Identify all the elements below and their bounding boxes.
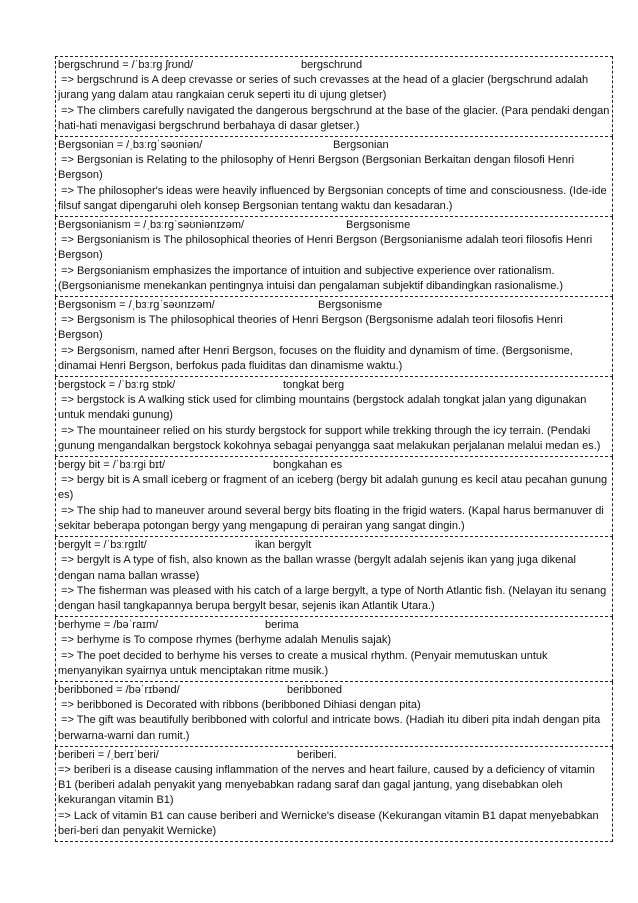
entry-definition: => Bergsonianism is The philosophical theories of Henri Bergson (Bergsonianisme adalah teori filosofis Henri Bergson)	[58, 234, 596, 262]
dictionary-entry	[55, 297, 613, 377]
entry-headword: beribboned = /bəˈrɪbənd/	[58, 683, 180, 696]
entry-headword-line	[58, 58, 610, 73]
entry-headword-line	[58, 458, 610, 473]
entry-example: => The climbers carefully navigated the dangerous bergschrund at the base of the glacier. (Para pendaki dengan hati-hati menavigasi bergschrund berbahaya di dasar gletser.)	[58, 104, 613, 132]
entry-translation: bongkahan es	[273, 459, 343, 472]
entry-translation: bergschrund	[301, 59, 363, 71]
entry-translation: beriberi.	[297, 748, 337, 761]
entry-example: => The philosopher's ideas were heavily influenced by Bergsonian concepts of time and consciousness. (Ide-ide filsuf sangat dipengaruhi oleh konsep Bergsonian tentang waktu dan kesadaran.)	[58, 184, 610, 212]
entry-translation: ikan bergylt	[255, 539, 312, 552]
dictionary-entry	[55, 537, 613, 617]
entry-headword: Bergsonism = /ˌbɜːrɡˈsəʊnɪzəm/	[58, 299, 215, 312]
entry-definition: => berhyme is To compose rhymes (berhyme adalah Menulis sajak)	[58, 634, 392, 647]
dictionary-entry	[55, 137, 613, 217]
entry-headword-line	[58, 748, 610, 763]
entry-definition: => beribboned is Decorated with ribbons (beribboned Dihiasi dengan pita)	[58, 699, 421, 712]
entry-example: => The fisherman was pleased with his catch of a large bergylt, a type of North Atlantic fish. (Nelayan itu senang dengan hasil tangkapannya berupa bergylt besar, sejenis ikan Atlantik Utara.)	[58, 584, 610, 612]
entry-definition: => Bergsonism is The philosophical theories of Henri Bergson (Bergsonisme adalah teori filosofis Henri Bergson)	[58, 314, 566, 342]
entry-translation: Bergsonian	[333, 139, 389, 152]
entry-definition: => bergylt is A type of fish, also known as the ballan wrasse (bergylt adalah sejenis ikan yang juga dikenal dengan nama ballan wrasse)	[58, 554, 579, 582]
entry-example: => Lack of vitamin B1 can cause beriberi and Wernicke's disease (Kekurangan vitamin B1 dapat menyebabkan beri-beri dan penyakit Wernicke)	[58, 809, 602, 837]
dictionary-entry	[55, 56, 613, 137]
entry-definition: => bergy bit is A small iceberg or fragment of an iceberg (bergy bit adalah gunung es kecil atau pecahan gunung es)	[58, 474, 611, 502]
entry-headword: Bergsonian = /ˌbɜːrɡˈsəʊniən/	[58, 139, 203, 152]
entry-translation: Bergsonisme	[318, 299, 383, 312]
entry-headword-line	[58, 138, 610, 153]
entry-definition: => bergstock is A walking stick used for climbing mountains (bergstock adalah tongkat jalan yang digunakan untuk mendaki gunung)	[58, 394, 590, 422]
dictionary-entry	[55, 377, 613, 457]
entry-translation: berima	[265, 619, 299, 632]
entry-headword: bergylt = /ˈbɜːrɡɪlt/	[58, 539, 147, 552]
entry-translation: tongkat berg	[283, 379, 345, 392]
entry-headword-line	[58, 618, 610, 633]
entry-example: => The mountaineer relied on his sturdy bergstock for support while trekking through the icy terrain. (Pendaki gunung mengandalkan bergstock kokohnya sebagai penyangga saat melakukan perjalanan melalui medan es.)	[58, 424, 601, 452]
dictionary-entry	[55, 747, 613, 842]
entry-headword: bergstock = /ˈbɜːrɡ stɒk/	[58, 379, 176, 392]
entry-headword-line	[58, 538, 610, 553]
entry-headword-line	[58, 378, 610, 393]
entry-definition: => Bergsonian is Relating to the philosophy of Henri Bergson (Bergsonian Berkaitan dengan filosofi Henri Bergson)	[58, 154, 578, 182]
entry-example: => Bergsonism, named after Henri Bergson, focuses on the fluidity and dynamism of time. (Bergsonisme, dinamai Henri Bergson, berfokus pada fluiditas dan dinamisme waktu.)	[58, 344, 576, 372]
entry-headword: bergy bit = /ˈbɜːrɡi bɪt/	[58, 459, 166, 472]
entry-headword-line	[58, 683, 610, 698]
entry-example: => Bergsonianism emphasizes the importance of intuition and subjective experience over rationalism. (Bergsonianisme menekankan pentingnya intuisi dan pengalaman subjektif dibandingkan rasionalisme.)	[58, 264, 564, 292]
dictionary-entry	[55, 617, 613, 682]
entry-headword-line	[58, 218, 610, 233]
entry-translation: beribboned	[287, 683, 343, 696]
entry-headword: bergschrund = /ˈbɜːrɡ ʃrʊnd/	[58, 59, 194, 71]
entry-example: => The ship had to maneuver around several bergy bits floating in the frigid waters. (Kapal harus bermanuver di sekitar beberapa potongan bergy yang mengapung di perairan yang sangat dingin.)	[58, 504, 607, 532]
entry-example: => The poet decided to berhyme his verses to create a musical rhythm. (Penyair memutuskan untuk menyanyikan syairnya untuk menciptakan ritme musik.)	[58, 649, 551, 677]
entry-headword: Bergsonianism = /ˌbɜːrɡˈsəʊniənɪzəm/	[58, 219, 245, 232]
entry-headword-line	[58, 298, 610, 313]
entry-translation: Bergsonisme	[346, 219, 411, 232]
dictionary-entry	[55, 457, 613, 537]
entry-example: => The gift was beautifully beribboned with colorful and intricate bows. (Hadiah itu diberi pita indah dengan pita berwarna-warni dan rumit.)	[58, 714, 604, 742]
dictionary-entry	[55, 682, 613, 747]
dictionary-entry	[55, 217, 613, 297]
entry-definition: => beriberi is a disease causing inflammation of the nerves and heart failure, caused by a deficiency of vitamin B1 (beriberi adalah penyakit yang menyebabkan radang saraf dan gagal jantung, yang disebabkan oleh kekurangan vitamin B1)	[58, 763, 598, 807]
dictionary-page	[55, 56, 613, 842]
entry-headword: beriberi = /ˌberɪˈberi/	[58, 748, 159, 761]
entry-definition: => bergschrund is A deep crevasse or series of such crevasses at the head of a glacier (bergschrund adalah jurang yang dalam atau rangkaian ceruk seperti itu di ujung gletser)	[58, 74, 592, 102]
entry-headword: berhyme = /bəˈraɪm/	[58, 619, 159, 632]
